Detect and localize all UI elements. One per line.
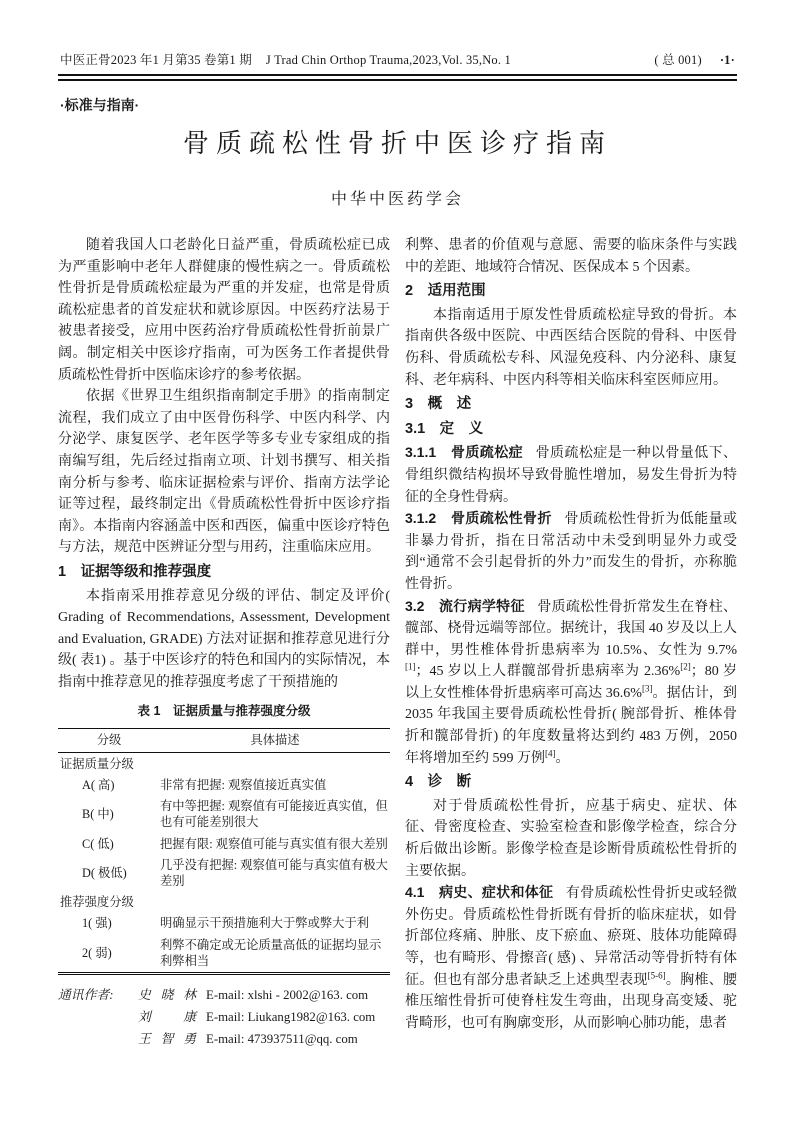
grade-paragraph: 本指南采用推荐意见分级的评估、制定及评价( Grading of Recommendations, Assessment, Development and Evaluation, GRADE) 方法对证据和推荐意见进行分级( 表1) 。基于中医诊疗的特色和国内的实际情况，本指南中推荐意见的推荐强度考虑了干预措施的 xyxy=(58,588,390,690)
reference-superscript: [5-6] xyxy=(647,969,666,980)
table-row xyxy=(58,913,390,934)
author-name: 王智勇 xyxy=(138,1031,196,1046)
table-cell-description: 明确显示干预措施利大于弊或弊大于利 xyxy=(160,916,370,931)
grade-table xyxy=(58,728,390,974)
right-column xyxy=(405,235,737,1050)
table-cell-grade: C( 低) xyxy=(82,836,114,851)
table-group-label: 证据质量分级 xyxy=(60,756,134,771)
footnote-prefix xyxy=(58,1006,138,1028)
author-email: E-mail: 473937511@qq. com xyxy=(206,1031,358,1046)
left-column xyxy=(58,235,390,1050)
author-email: E-mail: Liukang1982@163. com xyxy=(206,1009,376,1024)
author-name: 史晓林 xyxy=(138,987,196,1002)
header-double-rule xyxy=(58,74,737,81)
heading-3-1-definitions: 3.1 定 义 xyxy=(405,420,484,437)
footnote-prefix: 通讯作者: xyxy=(58,987,114,1002)
two-column-body xyxy=(58,235,737,1050)
section-3-2-text: 骨质疏松性骨折常发生在脊柱、髋部、桡骨远端等部位。据统计，我国 40 岁及以上人群中，男性椎体骨折患病率为 10.5%、女性为 9.7%[1]；45 岁以上人群髋部骨折患病率为 2.36%[2]；80 岁以上女性椎体骨折患病率可高达 36.6%[3]。据估计，到 2035 年我国主要骨质疏松性骨折( 腕部骨折、椎体骨折和髋部骨折) 的年度数量将达到约 483 万例，2050 年将增加至约 599 万例[4]。 xyxy=(405,599,738,766)
table-cell-grade: 2( 弱) xyxy=(82,945,112,960)
heading-3-overview: 3 概 述 xyxy=(405,396,472,413)
table-cell-description: 非常有把握: 观察值接近真实值 xyxy=(160,777,327,792)
table-cell-grade: 1( 强) xyxy=(82,916,112,931)
table-row xyxy=(58,833,390,854)
table-group-label: 推荐强度分级 xyxy=(60,895,134,910)
table-row xyxy=(58,796,390,833)
section-3-1-2-label: 3.1.2 骨质疏松性骨折 xyxy=(405,510,552,527)
page-header xyxy=(58,50,737,74)
heading-4-diagnosis: 4 诊 断 xyxy=(405,774,472,791)
footnote-prefix xyxy=(58,1028,138,1050)
grade-paragraph-continuation: 利弊、患者的价值观与意愿、需要的临床条件与实践中的差距、地域符合情况、医保成本 5 个因素。 xyxy=(405,238,737,275)
table-col-header-grade: 分级 xyxy=(58,729,160,753)
table-cell-description: 把握有限: 观察值可能与真实值有很大差别 xyxy=(160,836,388,851)
section-label: ·标准与指南· xyxy=(60,97,140,113)
table-group-row xyxy=(58,753,390,775)
corresponding-authors-footnote xyxy=(58,984,390,1050)
reference-superscript: [3] xyxy=(641,683,653,694)
intro-paragraph-1: 随着我国人口老龄化日益严重，骨质疏松症已成为严重影响中老年人群健康的慢性病之一。骨质疏松性骨折是骨质疏松症最为严重的并发症，也常是骨质疏松症患者的首发症状和就诊原因。中医药疗法易于被患者接受，应用中医药治疗骨质疏松性骨折前景广阔。制定相关中医诊疗指南，可为医务工作者提供骨质疏松性骨折中医临床诊疗的参考依据。 xyxy=(58,238,390,383)
table-cell-description: 有中等把握: 观察值有可能接近真实值，但也有可能差别很大 xyxy=(160,799,388,830)
diagnosis-paragraph: 对于骨质疏松性骨折，应基于病史、症状、体征、骨密度检查、实验室检查和影像学检查，综合分析后做出诊断。影像学检查是诊断骨质疏松性骨折的主要依据。 xyxy=(405,798,737,879)
footnote-row xyxy=(58,1028,390,1050)
reference-superscript: [2] xyxy=(680,661,691,672)
section-3-1-1-label: 3.1.1 骨质疏松症 xyxy=(405,444,524,461)
journal-title-en: J Trad Chin Orthop Trauma,2023,Vol. 35,No. 1 xyxy=(265,53,511,67)
section-4-1-text: 有骨质疏松性骨折史或轻微外伤史。骨质疏松性骨折既有骨折的临床症状，如骨折部位疼痛、肿胀、皮下瘀血、瘀斑、肢体功能障碍等，也有畸形、骨擦音( 感) 、异常活动等骨折特有体征。但也有部分患者缺乏上述典型表现[5-6]。胸椎、腰椎压缩性骨折可使脊柱发生弯曲，出现身高变矮、驼背畸形，也可有胸廓变形，从而影响心肺功能，患者 xyxy=(405,886,738,1031)
table-cell-description: 利弊不确定或无论质量高低的证据均显示利弊相当 xyxy=(160,937,382,968)
page-number: ·1· xyxy=(719,53,735,67)
footnote-row xyxy=(58,984,390,1006)
table-group-row xyxy=(58,892,390,913)
table-row xyxy=(58,774,390,795)
reference-superscript: [1] xyxy=(405,661,416,672)
journal-title-cn: 中医正骨2023 年1 月第35 卷第1 期 xyxy=(60,53,252,67)
author-email: E-mail: xlshi - 2002@163. com xyxy=(206,987,369,1002)
section-3-2-label: 3.2 流行病学特征 xyxy=(405,597,525,614)
section-3-2 xyxy=(405,596,737,770)
article-title: 骨质疏松性骨折中医诊疗指南 xyxy=(182,129,612,158)
table-cell-grade: B( 中) xyxy=(82,807,114,822)
intro-paragraph-2: 依据《世界卫生组织指南制定手册》的指南制定流程，我们成立了由中医骨伤科学、中医内科学、内分泌学、康复医学、老年医学等多专业专家组成的指南编写组，先后经过指南立项、计划书撰写、相关指南分析与参考、临床证据检索与评价、指南方法学论证等过程，最终制定出《骨质疏松性骨折中医诊疗指南》。本指南内容涵盖中医和西医，偏重中医诊疗特色与方法，规范中医辨证分型与用药，注重临床应用。 xyxy=(58,389,390,556)
section-3-1-2 xyxy=(405,508,737,595)
table-cell-grade: D( 极低) xyxy=(82,865,127,880)
heading-2-scope: 2 适用范围 xyxy=(405,283,486,300)
author-name: 刘 康 xyxy=(138,1009,196,1024)
table-row xyxy=(58,854,390,891)
table-col-header-desc: 具体描述 xyxy=(160,729,390,753)
issue-number: ( 总 001) xyxy=(654,53,702,67)
section-4-1-label: 4.1 病史、症状和体征 xyxy=(405,884,554,901)
section-3-1-1-text: 骨质疏松症是一种以骨量低下、骨组织微结构损坏导致骨脆性增加，易发生骨折为特征的全身性骨病。 xyxy=(405,446,737,505)
reference-superscript: [4] xyxy=(545,748,556,758)
section-3-1-1 xyxy=(405,442,737,508)
heading-1-evidence: 1 证据等级和推荐强度 xyxy=(58,563,212,580)
table-row xyxy=(58,934,390,973)
table-cell-description: 几乎没有把握: 观察值可能与真实值有极大差别 xyxy=(160,857,388,888)
scope-paragraph: 本指南适用于原发性骨质疏松症导致的骨折。本指南供各级中医院、中西医结合医院的骨科、中医骨伤科、骨质疏松专科、风湿免疫科、内分泌科、康复科、老年病科、中医内科等相关临床科室医师应用。 xyxy=(405,307,737,388)
section-3-1-2-text: 骨质疏松性骨折为低能量或非暴力骨折，指在日常活动中未受到明显外力或受到“通常不会引起骨折的外力”而发生的骨折，亦称脆性骨折。 xyxy=(405,512,737,592)
footnote-row xyxy=(58,1006,390,1028)
table-1-caption: 表 1 证据质量与推荐强度分级 xyxy=(137,704,311,719)
author: 中华中医药学会 xyxy=(330,191,464,208)
section-4-1 xyxy=(405,882,737,1034)
table-cell-grade: A( 高) xyxy=(82,777,115,792)
